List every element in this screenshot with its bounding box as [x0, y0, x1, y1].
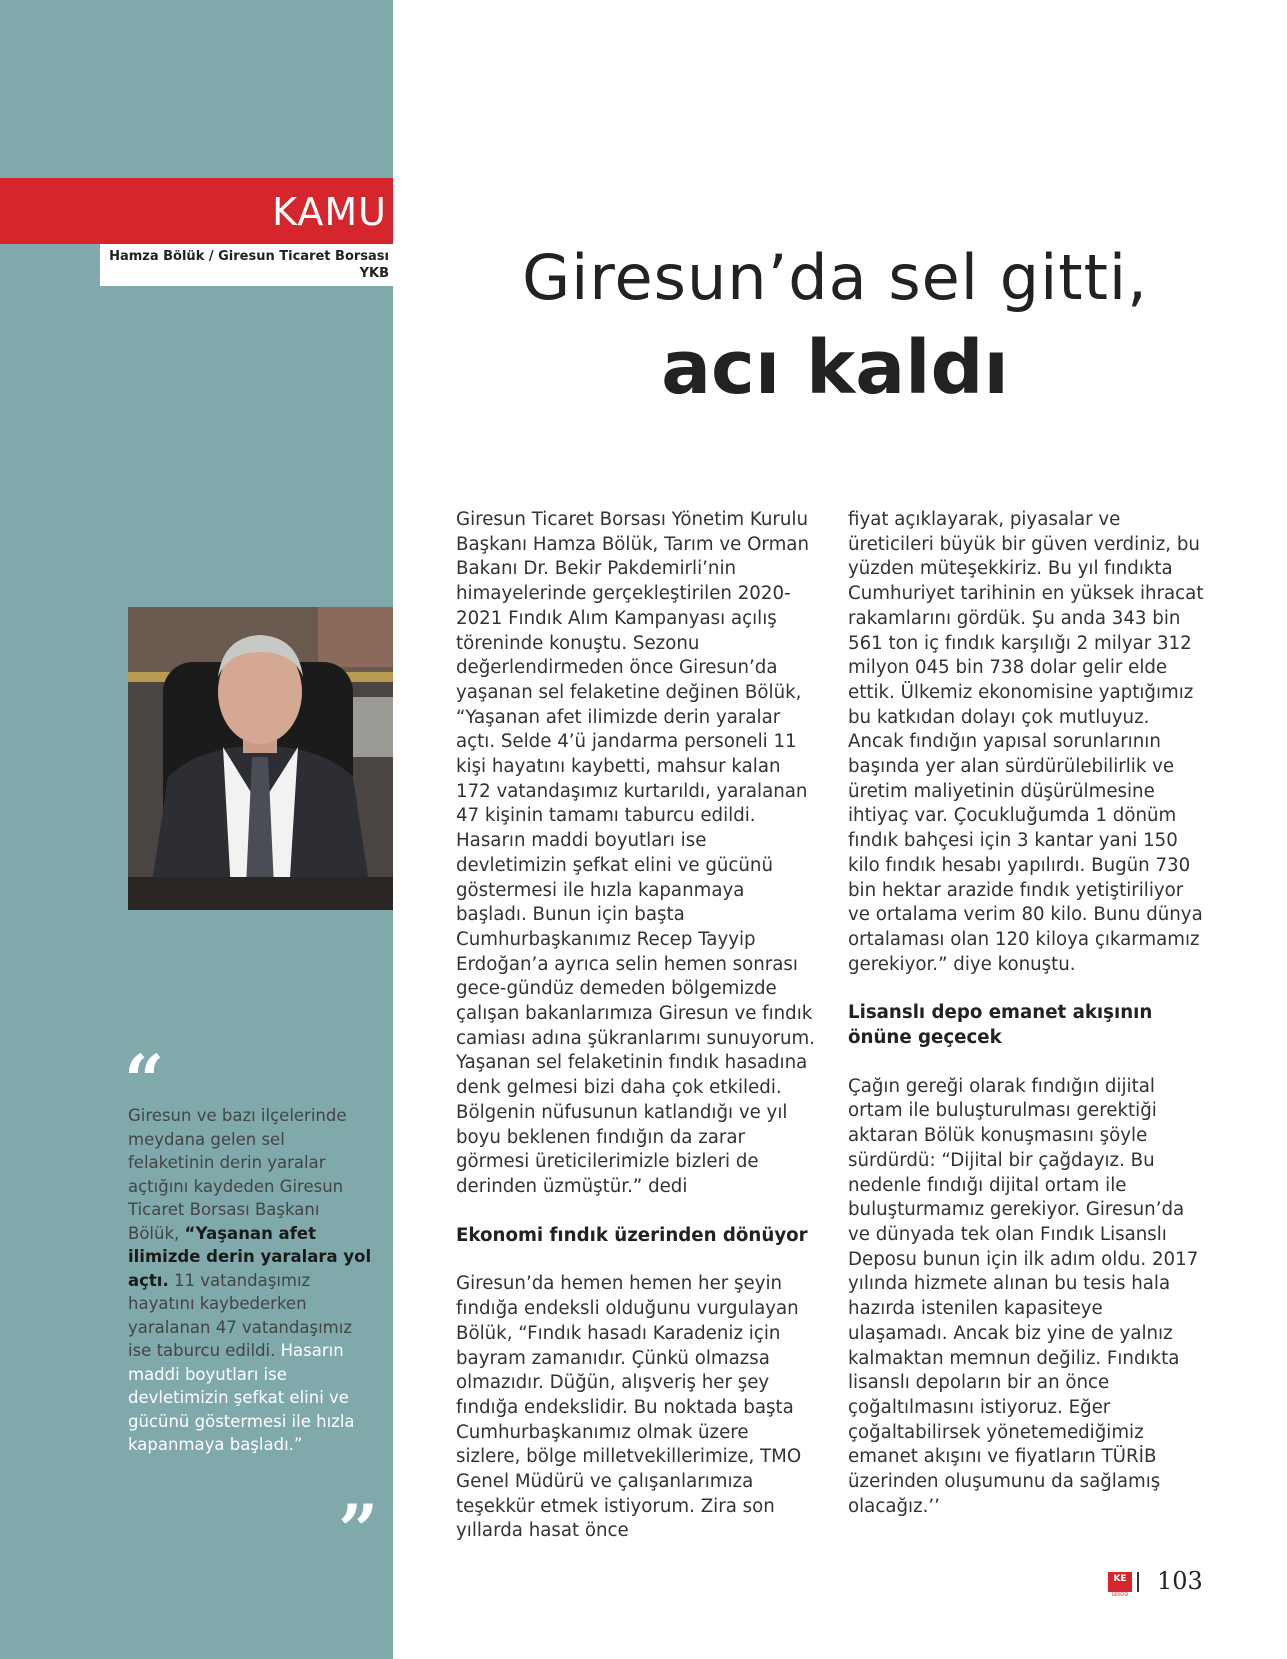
pull-quote-end: Hasarın maddi boyutları ise devletimizin şefkat elini ve gücünü göstermesi ile hızla kapanmaya başladı.” — [128, 1341, 355, 1454]
column-1-paragraph-1: Giresun Ticaret Borsası Yönetim Kurulu Başkanı Hamza Bölük, Tarım ve Orman Bakanı Dr. Bekir Pakdemirli’nin himayelerinde gerçekleştirilen 2020-2021 Fındık Alım Kampanyası açılış töreninde konuştu. Sezonu değerlendirmeden önce Giresun’da yaşanan sel felaketine değinen Bölük, “Yaşanan afet ilimizde derin yaralar açtı. Selde 4’ü jandarma personeli 11 kişi hayatını kaybetti, mahsur kalan 172 vatandaşımız kurtarıldı, yaralanan 47 kişinin tamamı taburcu edildi. Hasarın maddi boyutları ise devletimizin şefkat elini ve gücünü göstermesi ile hızla kapanmaya başladı. Bunun için başta Cumhurbaşkanımız Recep Tayyip Erdoğan’a ayrıca selin hemen sonrası gece-gündüz demeden bölgemizde çalışan bakanlarımıza Giresun ve fındık camiası adına şükranlarımı sunuyorum. Yaşanan sel felaketinin fındık hasadına denk gelmesi bizi daha çok etkiledi. Bölgenin nüfusunun katlandığı ve yıl boyu beklenen fındığın da zarar görmesi üreticilerimizle bizleri de derinden üzmüştür.” dedi — [456, 509, 815, 1197]
portrait-photo — [128, 607, 393, 910]
headline — [410, 238, 1260, 418]
column-2-paragraph-1: fiyat açıklayarak, piyasalar ve üreticileri büyük bir güven verdiniz, bu yüzden müteşekkiriz. Bu yıl fındıkta Cumhuriyet tarihinin en yüksek ihracat rakamlarını gördük. Şu anda 343 bin 561 ton iç fındık karşılığı 2 milyar 312 milyon 045 bin 738 dolar gelir elde ettik. Ülkemiz ekonomisine yaptığımız bu katkıdan dolayı çok mutluyuz. Ancak fındığın yapısal sorunlarının başında yer alan sürdürülebilirlik ve üretim maliyetinin düşürülmesine ihtiyaç var. Çocukluğumda 1 dönüm fındık bahçesi için 3 kantar yani 150 kilo fındık hesabı yapılırdı. Bugün 730 bin hektar arazide fındık yetiştiriliyor ve ortalama verim 80 kilo. Bunu dünya ortalaması olan 120 kiloya çıkarmamız gerekiyor.” diye konuştu. — [848, 509, 1204, 975]
section-band — [0, 178, 393, 244]
article-column-2 — [848, 508, 1208, 1519]
page-number: 103 — [1157, 1567, 1203, 1595]
pull-quote-middle: 11 vatandaşımız hayatını kaybederken yaralanan 47 vatandaşımız ise taburcu edildi. — [128, 1270, 352, 1360]
headline-line-2: acı kaldı — [661, 325, 1009, 411]
footer-divider — [1137, 1572, 1139, 1592]
article-column-1 — [456, 508, 816, 1544]
section-label: KAMU — [272, 190, 387, 234]
close-quote-icon: ” — [338, 1489, 379, 1572]
magazine-logo: KE — [1108, 1572, 1132, 1592]
column-2-subheading: Lisanslı depo emanet akışının önüne geçecek — [848, 1002, 1153, 1049]
portrait-illustration — [128, 607, 393, 910]
column-2-paragraph-2: Çağın gereği olarak fındığın dijital ortam ile buluşturulması gerektiği aktaran Bölük konuşmasını şöyle sürdürdü: “Dijital bir çağdayız. Bu nedenle fındığı dijital ortam ile buluşturmamız gerekiyor. Giresun’da ve dünyada tek olan Fındık Lisanslı Deposu bunun için ilk adım oldu. 2017 yılında hizmete alınan bu tesis hala hazırda istenilen kapasiteye ulaşamadı. Ancak biz yine de yalnız kalmaktan memnun değiliz. Fındıkta lisanslı depoların bir an önce çoğaltılmasını istiyoruz. Eğer çoğaltabilirsek yönetemediğimiz emanet akışını ve fiyatların TÜRİB üzerinden oluşumunu da sağlamış olacağız.’’ — [848, 1075, 1199, 1517]
column-1-subheading: Ekonomi fındık üzerinden dönüyor — [456, 1224, 808, 1246]
open-quote-icon: “ — [124, 1039, 165, 1122]
column-1-paragraph-2: Giresun’da hemen hemen her şeyin fındığa endeksli olduğunu vurgulayan Bölük, “Fındık hasadı Karadeniz için bayram zamanıdır. Çünkü olmazsa olmazıdır. Düğün, alışveriş her şey fındığa endekslidir. Bu noktada başta Cumhurbaşkanımız olmak üzere sizlere, bölge milletvekillerimize, TMO Genel Müdürü ve çalışanlarımıza teşekkür etmek istiyorum. Zira son yıllarda hasat önce — [456, 1273, 802, 1542]
pull-quote — [128, 1104, 373, 1457]
byline: Hamza Bölük / Giresun Ticaret Borsası YKB — [109, 249, 389, 281]
pull-quote-intro: Giresun ve bazı ilçelerinde meydana gelen sel felaketinin derin yaralar açtığını kaydeden Giresun Ticaret Borsası Başkanı Bölük, — [128, 1106, 347, 1243]
byline-box — [100, 244, 393, 286]
headline-line-1: Giresun’da sel gitti, — [522, 241, 1148, 314]
magazine-logo-subtitle: DERGİSİ — [1111, 1592, 1129, 1597]
pull-quote-emphasis: “Yaşanan afet ilimizde derin yaralara yol açtı. — [128, 1223, 372, 1290]
